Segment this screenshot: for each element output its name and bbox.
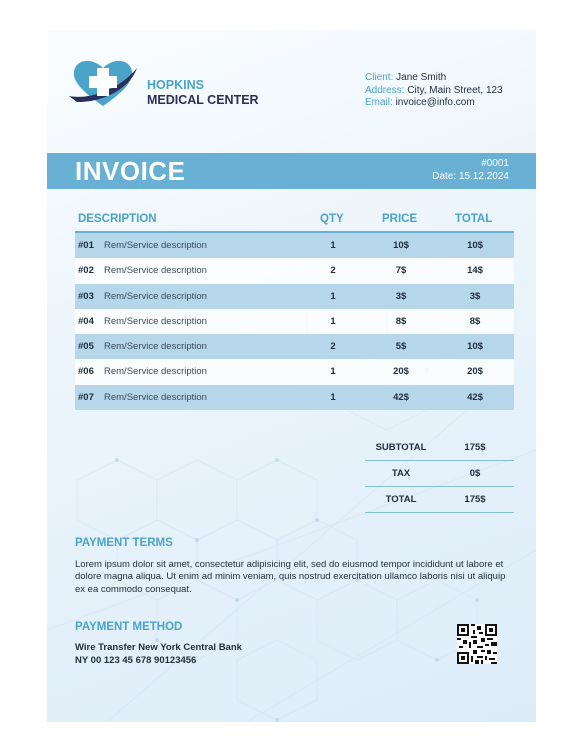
invoice-table-body [75,233,514,410]
row-price: 7$ [395,265,407,277]
payment-method-details [75,642,242,667]
client-value: Jane Smith [396,72,447,83]
row-total: 14$ [467,265,483,277]
brand-line-2: MEDICAL CENTER [147,93,259,107]
tax-row [365,461,514,487]
row-qty: 2 [330,265,336,277]
total-row [365,487,514,513]
row-price: 42$ [393,391,409,403]
row-qty: 1 [330,366,336,378]
row-total: 20$ [467,366,483,378]
row-description: Rem/Service description [104,366,207,378]
row-description: Rem/Service description [104,290,207,302]
row-description: Rem/Service description [104,341,207,353]
table-row [75,309,514,334]
total-label: TOTAL [385,494,417,505]
payment-terms-title: PAYMENT TERMS [75,537,173,549]
payment-method-title: PAYMENT METHOD [75,621,183,633]
row-total: 42$ [467,391,483,403]
row-price: 3$ [395,290,407,302]
qr-code-icon [457,624,497,664]
email-label: Email: [365,97,393,108]
client-address-line [365,85,503,98]
total-value: 175$ [464,494,486,505]
address-value: City, Main Street, 123 [407,84,503,96]
totals-summary [365,435,514,513]
row-number: #07 [78,391,94,403]
table-row [75,385,514,410]
row-qty: 2 [330,341,336,353]
row-qty: 1 [330,391,336,403]
brand-line-1: HOPKINS [147,78,204,92]
table-row [75,334,514,359]
row-description: Rem/Service description [104,391,207,403]
client-email-line [365,97,503,110]
row-number: #01 [78,240,94,251]
row-price: 20$ [393,366,409,378]
row-number: #03 [78,290,94,302]
row-number: #05 [78,341,94,353]
invoice-date: Date: 15.12.2024 [432,171,509,182]
client-name-line [365,72,503,85]
table-row [75,233,514,258]
row-qty: 1 [330,290,336,302]
brand-name [147,78,259,108]
subtotal-value: 175$ [464,442,486,453]
row-total: 10$ [467,341,483,353]
row-total: 3$ [469,290,481,302]
row-description: Rem/Service description [104,315,207,327]
invoice-title: INVOICE [75,156,186,186]
row-total: 8$ [469,315,481,327]
email-value: invoice@info.com [395,97,475,108]
row-number: #02 [78,265,94,277]
table-row [75,258,514,283]
invoice-banner [47,153,536,189]
payment-method-line-1: Wire Transfer New York Central Bank [75,642,242,653]
tax-value: 0$ [469,468,481,479]
client-info [365,72,503,110]
invoice-number: #0001 [481,158,509,169]
invoice-page [47,30,536,722]
subtotal-row [365,435,514,461]
address-label: Address: [365,84,405,96]
subtotal-label: SUBTOTAL [375,442,427,453]
table-header [75,213,514,229]
row-price: 5$ [395,341,407,353]
row-price: 8$ [395,315,407,327]
header-description: DESCRIPTION [78,213,157,225]
client-label: Client: [365,72,394,83]
tax-label: TAX [391,468,411,479]
row-qty: 1 [330,240,336,251]
invoice-meta [432,157,509,183]
row-number: #04 [78,315,94,327]
payment-terms-text: Lorem ipsum dolor sit amet, consectetur adipisicing elit, sed do eiusmod tempor incididunt ut labore et dolore magna aliqua. Ut enim ad minim veniam, quis nostrud exercitation ullamco laboris nisi ut aliquip ex ea commodo consequat. [75,559,506,595]
table-row [75,284,514,309]
header-total: TOTAL [455,213,493,225]
row-total: 10$ [467,240,483,251]
payment-method-line-2: NY 00 123 45 678 90123456 [75,654,197,666]
header-price: PRICE [382,213,418,225]
table-row [75,359,514,384]
row-price: 10$ [393,240,409,251]
row-description: Rem/Service description [104,265,207,277]
header-qty: QTY [320,213,344,225]
row-qty: 1 [330,315,336,327]
medical-cross-heart-logo-icon [67,56,139,108]
row-description: Rem/Service description [104,240,207,251]
row-number: #06 [78,366,94,378]
